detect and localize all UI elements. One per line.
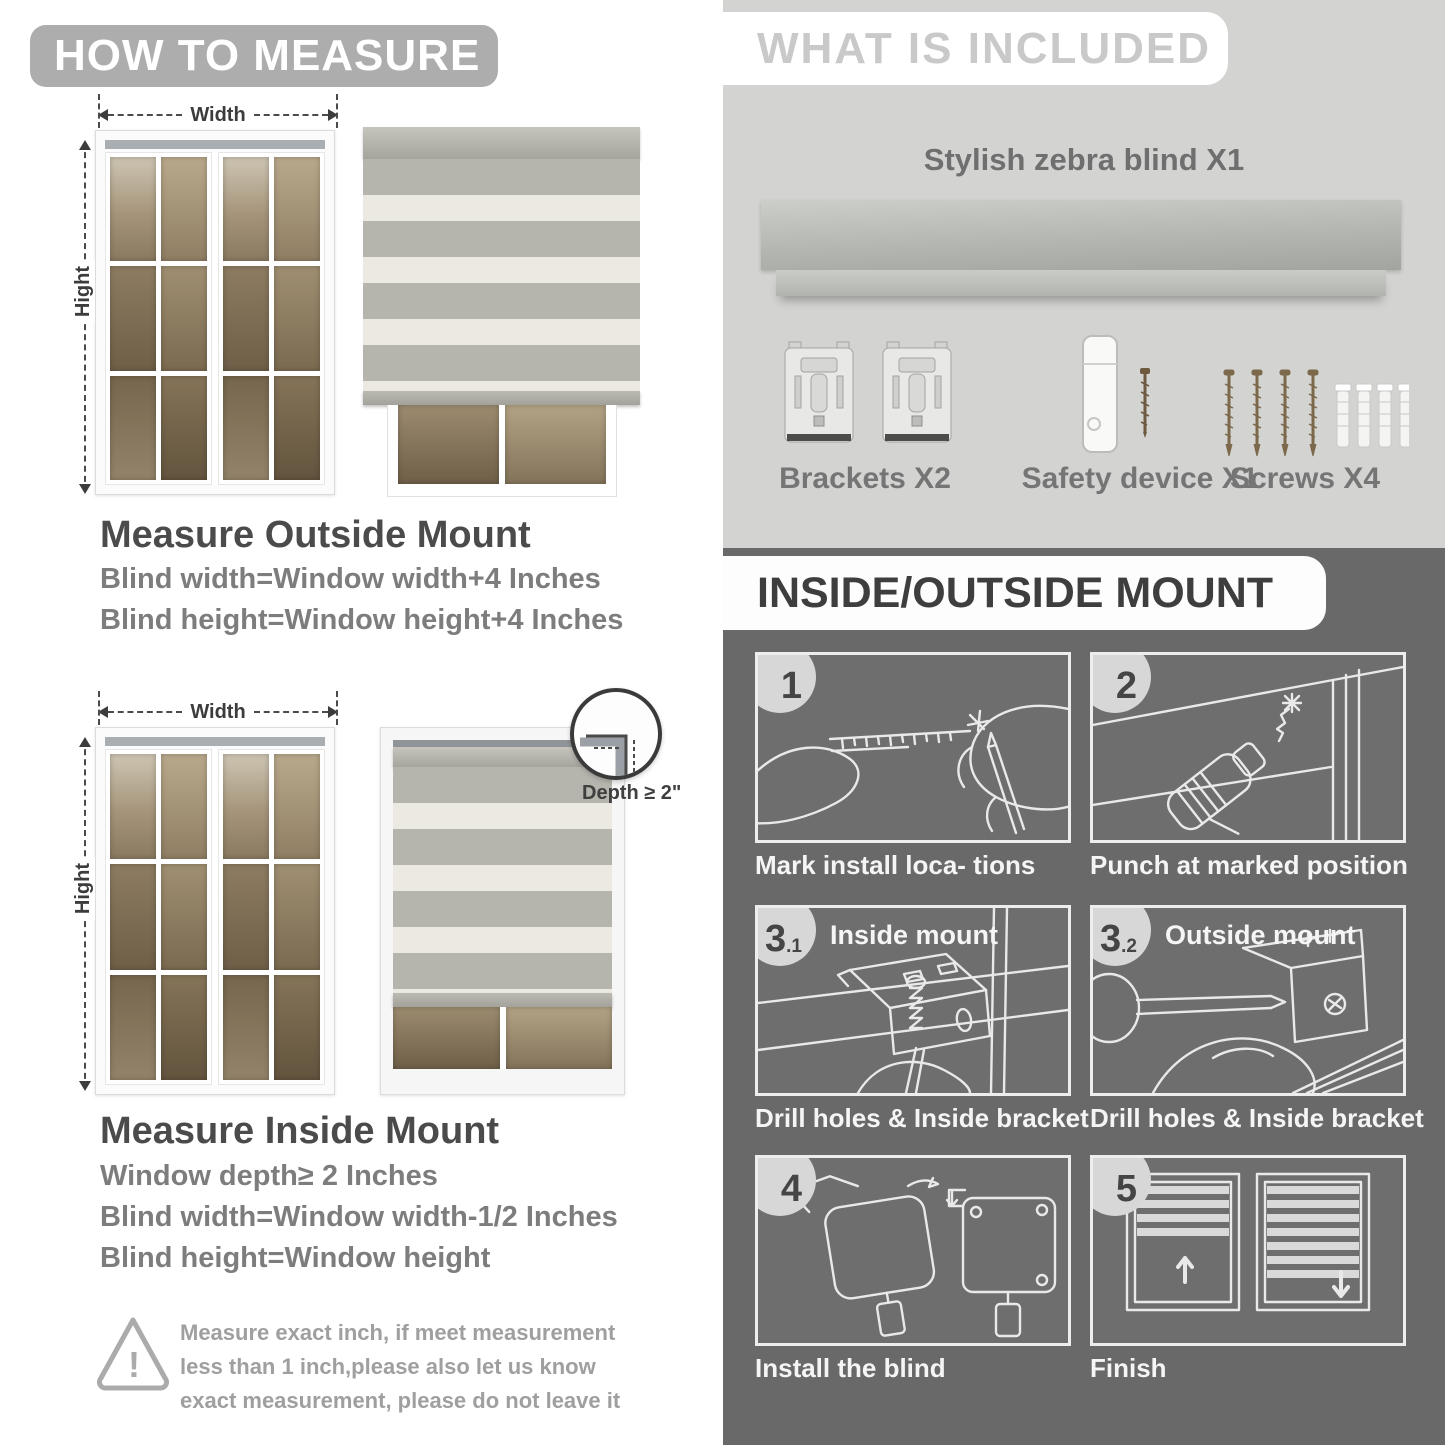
step3-1-caption: Drill holes & Inside bracket xyxy=(755,1103,1089,1133)
exclamation-glyph: ! xyxy=(128,1344,140,1385)
step3-1-title: Inside mount xyxy=(830,920,998,950)
window-illustration-outside xyxy=(95,130,335,495)
step-number-badge: 3 .1 xyxy=(755,905,816,966)
height-arrow-inside xyxy=(72,739,94,1089)
tick-right xyxy=(336,94,338,128)
outside-mount-title: Measure Outside Mount xyxy=(100,514,531,556)
arrowhead-up-icon xyxy=(79,140,91,150)
hight-label: Hight xyxy=(72,260,95,323)
depth-label: Depth ≥ 2" xyxy=(582,782,682,804)
step-number-badge: 1 xyxy=(755,652,816,713)
window-door-left xyxy=(105,749,212,1085)
headrail-bar xyxy=(761,200,1401,270)
step3-1-panel xyxy=(755,905,1071,1096)
screws-label: Screws X4 xyxy=(1229,462,1381,495)
width-arrow-outside xyxy=(98,104,338,126)
step5-panel xyxy=(1090,1155,1406,1346)
safety-device-label: Safety device X1 xyxy=(1021,462,1259,495)
step4-panel xyxy=(755,1155,1071,1346)
step4-caption: Install the blind xyxy=(755,1353,946,1383)
inside-mount-title: Measure Inside Mount xyxy=(100,1110,500,1152)
inside-outside-mount-banner: INSIDE/OUTSIDE MOUNT xyxy=(723,556,1326,630)
blind-cassette xyxy=(363,127,640,159)
safety-device-icon xyxy=(1053,332,1173,465)
step2-caption: Punch at marked position xyxy=(1090,850,1408,880)
inside-formula-width: Blind width=Window width-1/2 Inches xyxy=(100,1201,618,1233)
depth-magnifier-icon xyxy=(570,688,662,780)
outside-formula-width: Blind width=Window width+4 Inches xyxy=(100,563,601,595)
how-to-measure-banner: HOW TO MEASURE xyxy=(30,25,498,87)
arrowhead-down-icon xyxy=(79,484,91,494)
window-below-blind xyxy=(387,405,617,497)
window-door-left xyxy=(105,152,212,485)
window-door-right xyxy=(218,152,325,485)
zebra-blind-illustration-outside xyxy=(363,127,640,497)
step3-2-title: Outside mount xyxy=(1165,920,1356,950)
product-label: Stylish zebra blind X1 xyxy=(923,142,1245,177)
step2-panel xyxy=(1090,652,1406,843)
step5-caption: Finish xyxy=(1090,1353,1167,1383)
step-number-badge: 3 .2 xyxy=(1090,905,1151,966)
warning-text: Measure exact inch, if meet measurement less than 1 inch,please also let us know exact measurement, please do not leave it xyxy=(180,1320,621,1414)
blind-fabric xyxy=(363,159,640,391)
included-section xyxy=(723,0,1445,548)
hight-label: Hight xyxy=(72,857,95,920)
inside-formula-height: Blind height=Window height xyxy=(100,1242,491,1274)
width-label: Width xyxy=(190,700,246,723)
window-illustration-inside xyxy=(95,727,335,1095)
brackets-icon xyxy=(783,338,953,461)
step3-2-panel xyxy=(1090,905,1406,1096)
headrail-lip xyxy=(776,270,1386,296)
step-number-badge: 4 xyxy=(755,1155,816,1216)
mount-section xyxy=(723,548,1445,1445)
warning-triangle-icon xyxy=(95,1312,171,1398)
step-number-badge: 2 xyxy=(1090,652,1151,713)
tick-left xyxy=(98,94,100,128)
step-number-badge: 5 xyxy=(1090,1155,1151,1216)
height-arrow-outside xyxy=(72,142,94,492)
step1-panel xyxy=(755,652,1071,843)
brackets-label: Brackets X2 xyxy=(779,462,951,495)
step3-2-caption: Drill holes & Inside bracket xyxy=(1090,1103,1424,1133)
width-label: Width xyxy=(190,103,246,126)
step1-caption: Mark install loca- tions xyxy=(755,850,1036,880)
what-is-included-banner: WHAT IS INCLUDED xyxy=(723,12,1228,85)
width-arrow-inside xyxy=(98,701,338,723)
window-door-right xyxy=(218,749,325,1085)
blind-bottom-rail xyxy=(363,391,640,405)
outside-formula-height: Blind height=Window height+4 Inches xyxy=(100,604,624,636)
inside-depth-line: Window depth≥ 2 Inches xyxy=(100,1160,438,1192)
screws-icon xyxy=(1221,368,1409,467)
